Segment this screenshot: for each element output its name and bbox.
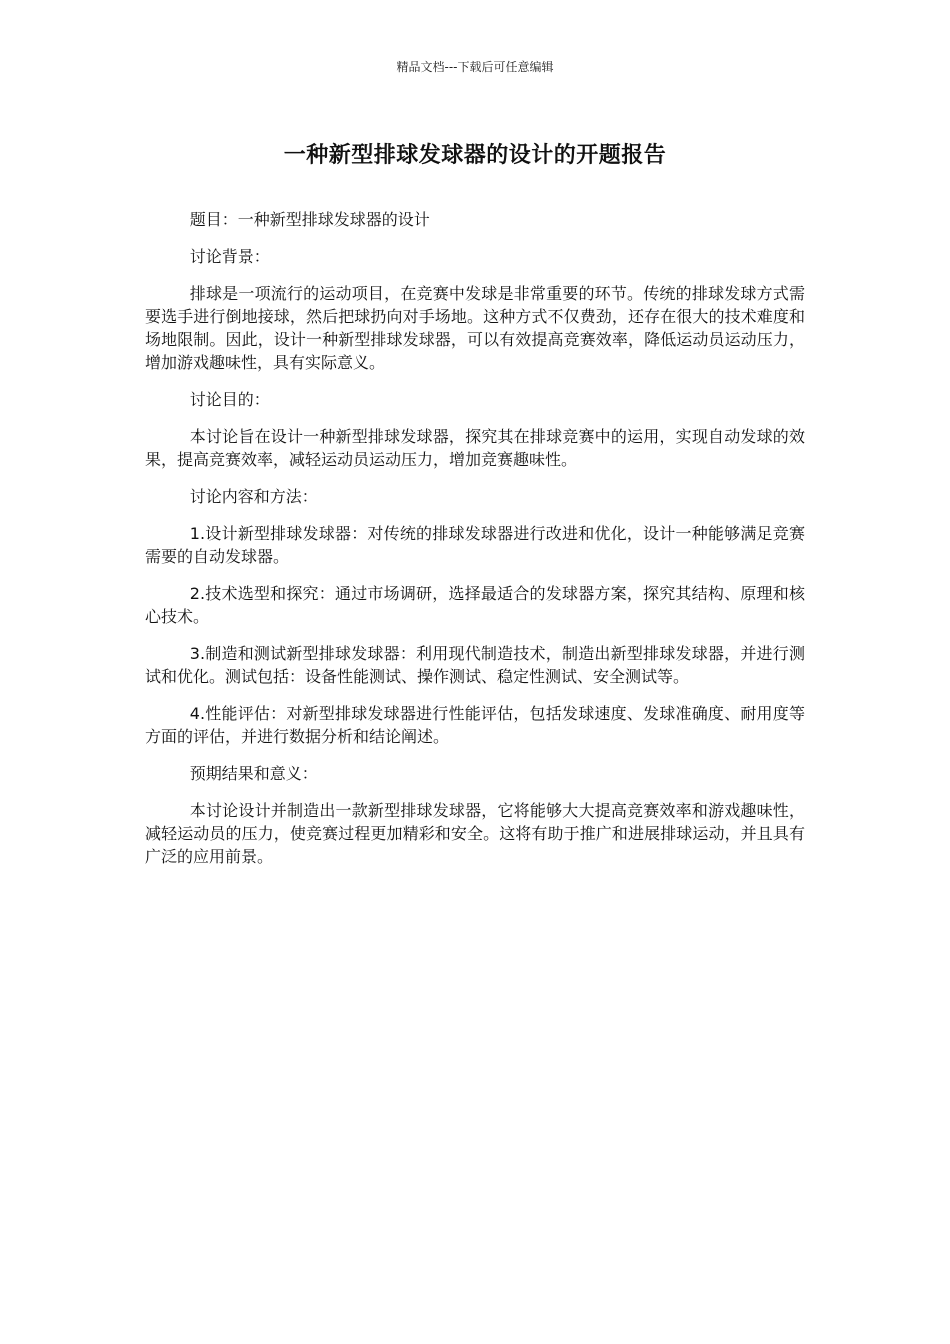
results-paragraph: 本讨论设计并制造出一款新型排球发球器，它将能够大大提高竞赛效率和游戏趣味性，减轻运动员的压力，使竞赛过程更加精彩和安全。这将有助于推广和进展排球运动，并且具有广泛的应用前景。 — [145, 801, 805, 866]
topic-line: 题目：一种新型排球发球器的设计 — [189, 210, 430, 229]
methods-item-3: 3.制造和测试新型排球发球器：利用现代制造技术，制造出新型排球发球器，并进行测试和优化。测试包括：设备性能测试、操作测试、稳定性测试、安全测试等。 — [145, 644, 805, 686]
background-heading: 讨论背景： — [189, 247, 270, 266]
results-heading: 预期结果和意义： — [189, 764, 318, 783]
purpose-heading: 讨论目的： — [189, 390, 270, 409]
background-paragraph: 排球是一项流行的运动项目，在竞赛中发球是非常重要的环节。传统的排球发球方式需要选手进行倒地接球，然后把球扔向对手场地。这种方式不仅费劲，还存在很大的技术难度和场地限制。因此，设计一种新型排球发球器，可以有效提高竞赛效率，降低运动员运动压力，增加游戏趣味性，具有实际意义。 — [145, 284, 805, 372]
document-title: 一种新型排球发球器的设计的开题报告 — [283, 143, 667, 168]
purpose-paragraph: 本讨论旨在设计一种新型排球发球器，探究其在排球竞赛中的运用，实现自动发球的效果，提高竞赛效率，减轻运动员运动压力，增加竞赛趣味性。 — [145, 427, 805, 469]
methods-item-2: 2.技术选型和探究：通过市场调研，选择最适合的发球器方案，探究其结构、原理和核心技术。 — [145, 584, 805, 626]
header-note: 精品文档---下载后可任意编辑 — [396, 60, 554, 74]
document-body — [145, 208, 805, 882]
methods-item-4: 4.性能评估：对新型排球发球器进行性能评估，包括发球速度、发球准确度、耐用度等方面的评估，并进行数据分析和结论阐述。 — [145, 704, 805, 746]
methods-item-1: 1.设计新型排球发球器：对传统的排球发球器进行改进和优化，设计一种能够满足竞赛需要的自动发球器。 — [145, 524, 805, 566]
methods-heading: 讨论内容和方法： — [189, 487, 318, 506]
